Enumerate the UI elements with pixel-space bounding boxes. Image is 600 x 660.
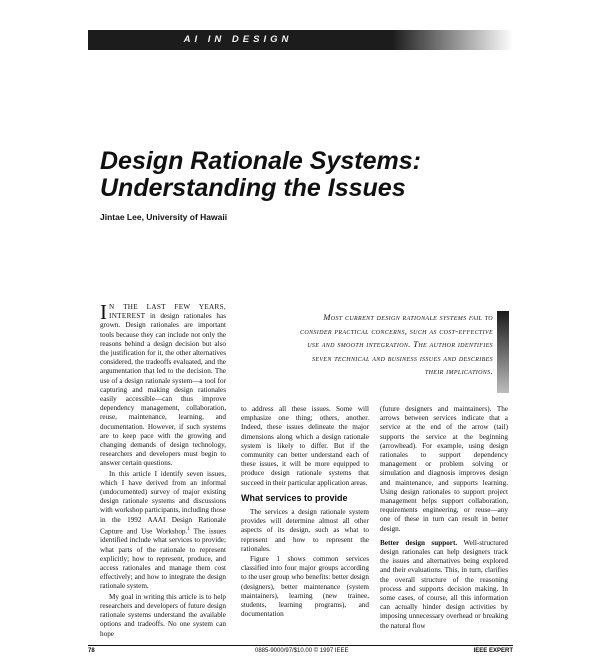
paragraph <box>380 539 508 631</box>
paragraph: (future designers and maintainers). The arrows between services indicate that a service at the end of the arrow (tail) supports the service at the beginning (arrowhead). For example, using design rationales to support dependency management or problem solving or simulation and diagnosis improves design and maintenance, and supports learning. Using design rationales to support project management helps support collaboration, requirements engineering, or reuse—any one of these in turn can result in better design. <box>380 405 508 533</box>
header-gradient-accent <box>392 30 513 50</box>
author-byline: Jintae Lee, University of Hawaii <box>100 212 228 222</box>
intro-paragraph <box>100 300 226 469</box>
paragraph: My goal in writing this article is to help researchers and developers of future design rationale systems understand the available options and tradeoffs. No one system can hope <box>100 592 226 638</box>
body-column-1 <box>100 300 227 640</box>
footnote-reference: 1 <box>187 526 190 532</box>
article-title <box>100 148 520 202</box>
section-label: AI IN DESIGN <box>183 34 293 45</box>
footer-rule <box>88 645 513 646</box>
paragraph-text: in design rationales has grown. Design rationales are important tools because they can include not only the reasons behind a design decision but also the justification for it, the other alternatives considered, the tradeoffs evaluated, and the argumentation that led to the decision. The use of a design rationale system—a tool for capturing and making design rationales easily accessible—can thus improve dependency management, collaboration, reuse, maintenance, learning, and documentation. However, if such systems are to keep pace with the growing and changing demands of design technology, researchers and developers must begin to answer certain questions. <box>100 312 226 468</box>
pull-quote-line-4: seven technical and business issues and describes <box>311 352 493 363</box>
page-number: 78 <box>88 648 95 654</box>
paragraph <box>100 470 226 592</box>
section-heading: What services to provide <box>241 492 348 503</box>
title-line-2: Understanding the Issues <box>100 174 406 202</box>
paragraph-text: Well-structured design rationales can help designers track the issues and alternatives being explored and their evaluations. This, in turn, clarifies the overall structure of the reasoning process and supports decision making. In some cases, of course, all this information can actually hinder design activities by imposing unnecessary overhead or breaking the natural flow <box>380 538 508 630</box>
lead-in: N THE LAST FEW YEARS, INTEREST <box>109 303 226 321</box>
drop-cap: I <box>100 300 107 324</box>
paragraph: Figure 1 shows common services classified into four major groups according to the user group who benefits: better design (designers), better maintenance (system maintainers), learning (new trainee, students, learning programs), and documentation <box>241 555 369 619</box>
pull-quote-line-1: Most current design rationale systems fail to <box>323 312 493 322</box>
paragraph-text: The issues identified include what services to provide; what parts of the rationale to represent explicitly; how to represent, produce, and access rationales and manage them cost effectively; and how to integrate the design rationale system. <box>100 527 227 591</box>
pull-quote-line-2: consider practical concerns, such as cost-effective <box>300 325 493 336</box>
title-line-1: Design Rationale Systems: <box>100 147 421 175</box>
copyright-code: 0885-9000/97/$10.00 © 1997 IEEE <box>255 648 349 654</box>
run-in-heading: Better design support. <box>380 538 458 547</box>
paragraph: The services a design rationale system provides will determine almost all other aspects of its design, such as what to represent and how to represent the rationales. <box>241 508 369 553</box>
pull-quote-line-3: use and smooth integration. The author identifies <box>307 339 493 350</box>
paragraph-text: In this article I identify seven issues, which I have derived from an informal (undocumented) survey of major existing design rationale systems and discussions with workshop participants, including those in the 1992 AAAI Design Rationale Capture and Use Workshop. <box>100 469 226 536</box>
body-column-2 <box>241 405 369 620</box>
pull-quote <box>255 311 493 379</box>
magazine-name: IEEE EXPERT <box>473 648 513 654</box>
body-column-3 <box>380 405 508 632</box>
paragraph: to address all these issues. Some will emphasize one thing; others, another. Indeed, these issues delineate the major dimensions along which a design rationale system is likely to differ. But if the community can better understand each of these issues, it will be more equipped to produce design rationale systems that succeed in their particular application areas. <box>241 405 369 487</box>
pull-quote-gradient-bar <box>497 311 509 393</box>
pull-quote-line-5: their implications. <box>424 366 493 377</box>
